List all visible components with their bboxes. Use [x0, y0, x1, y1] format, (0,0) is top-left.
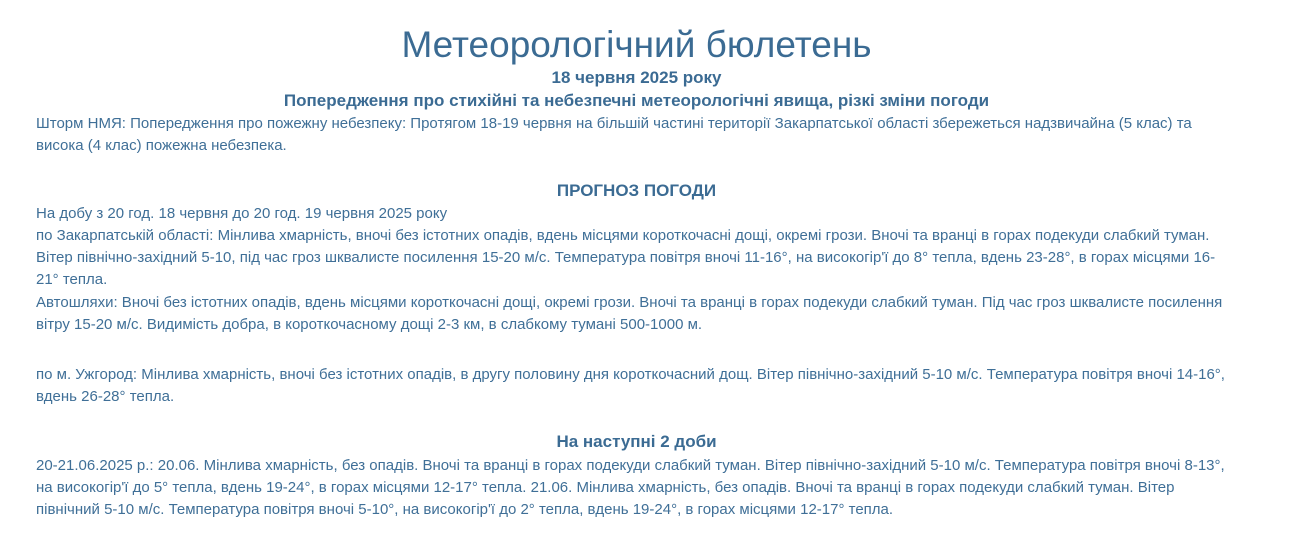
forecast-period: На добу з 20 год. 18 червня до 20 год. 19 червня 2025 року — [36, 205, 448, 222]
page-title: Метеорологічний бюлетень — [401, 24, 872, 65]
warning-text: Шторм НМЯ: Попередження про пожежну небезпеку: Протягом 18-19 червня на більшій частині території Закарпатської області збережеться надзвичайна (5 клас) та висока (4 клас) пожежна небезпека. — [36, 115, 1192, 154]
city-forecast: по м. Ужгород: Мінлива хмарність, вночі без істотних опадів, в другу половину дня короткочасний дощ. Вітер північно-західний 5-10 м/с. Температура повітря вночі 14-16°, вдень 26-28° тепла. — [36, 366, 1225, 405]
next-days-heading: На наступні 2 доби — [556, 432, 717, 451]
next-days-forecast: 20-21.06.2025 р.: 20.06. Мінлива хмарність, без опадів. Вночі та вранці в горах подекуди слабкий туман. Вітер північно-західний 5-10 м/с. Температура повітря вночі 8-13°, на високогір'ї до 5° тепла, вдень 19-24°, в горах місцями 12-17° тепла. 21.06. Мінлива хмарність, без опадів. Вночі та вранці в горах подекуди слабкий туман. Вітер північний 5-10 м/с. Температура повітря вночі 5-10°, на високогір'ї до 2° тепла, вдень 19-24°, в горах місцями 12-17° тепла. — [36, 457, 1225, 518]
forecast-heading: ПРОГНОЗ ПОГОДИ — [556, 181, 717, 200]
bulletin-date: 18 червня 2025 року — [551, 68, 722, 87]
roads-forecast: Автошляхи: Вночі без істотних опадів, вдень місцями короткочасні дощі, окремі грози. Вночі та вранці в горах подекуди слабкий туман. Під час гроз шквалисте посилення вітру 15-20 м/с. Видимість добра, в короткочасному дощі 2-3 км, в слабкому тумані 500-1000 м. — [36, 294, 1223, 333]
region-forecast: по Закарпатській області: Мінлива хмарність, вночі без істотних опадів, вдень місцями короткочасні дощі, окремі грози. Вночі та вранці в горах подекуди слабкий туман. Вітер північно-західний 5-10, під час гроз шквалисте посилення 15-20 м/с. Температура повітря вночі 11-16°, на високогір'ї до 8° тепла, вдень 23-28°, в горах місцями 16-21° тепла. — [36, 227, 1216, 288]
warnings-heading: Попередження про стихійні та небезпечні метеорологічні явища, різкі зміни погоди — [283, 91, 990, 110]
